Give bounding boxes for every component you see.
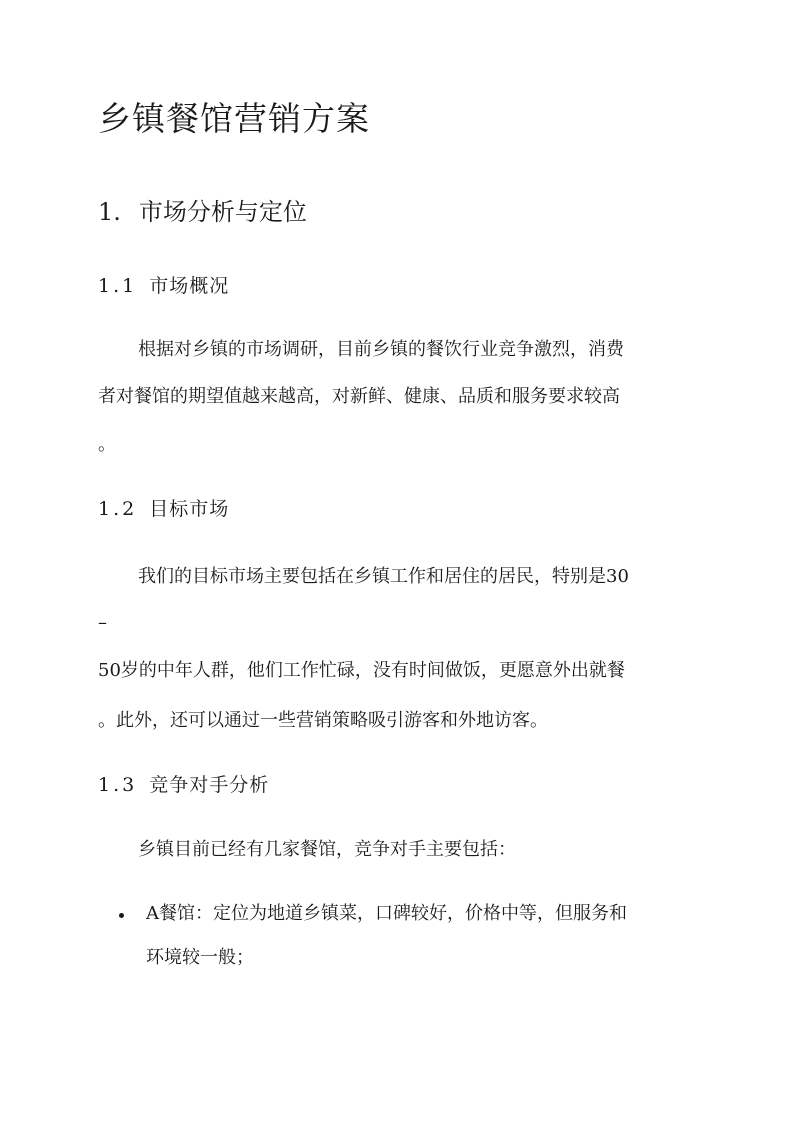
text-line: 根据对乡镇的市场调研，目前乡镇的餐饮行业竞争激烈，消费 (138, 339, 624, 360)
subsection-number: 1.2 (98, 498, 138, 520)
subsection-heading-1-1 (98, 272, 229, 300)
text-line: 我们的目标市场主要包括在乡镇工作和居住的居民，特别是30 (138, 566, 629, 587)
subsection-number: 1.1 (98, 275, 138, 297)
text-line: A餐馆：定位为地道乡镇菜，口碑较好，价格中等，但服务和 (146, 903, 627, 924)
subsection-title: 目标市场 (149, 498, 230, 520)
document-title: 乡镇餐馆营销方案 (98, 99, 370, 138)
text-line: 。此外，还可以通过一些营销策略吸引游客和外地访客。 (98, 710, 548, 731)
subsection-number: 1.3 (98, 774, 138, 796)
text-line: 乡镇目前已经有几家餐馆，竞争对手主要包括： (138, 839, 516, 860)
text-line: 者对餐馆的期望值越来越高，对新鲜、健康、品质和服务要求较高 (98, 386, 620, 407)
section-title: 市场分析与定位 (138, 198, 307, 226)
text-line: – (98, 612, 107, 633)
text-line: 环境较一般； (146, 947, 254, 968)
section-number: 1. (98, 198, 121, 226)
section-heading-1 (98, 196, 307, 228)
text-line: 。 (98, 434, 116, 455)
subsection-heading-1-3 (98, 771, 269, 799)
subsection-heading-1-2 (98, 495, 229, 523)
subsection-title: 竞争对手分析 (149, 774, 270, 796)
text-line: 50岁的中年人群，他们工作忙碌，没有时间做饭，更愿意外出就餐 (98, 660, 625, 681)
subsection-title: 市场概况 (149, 275, 230, 297)
bullet-dot-icon (119, 913, 124, 918)
